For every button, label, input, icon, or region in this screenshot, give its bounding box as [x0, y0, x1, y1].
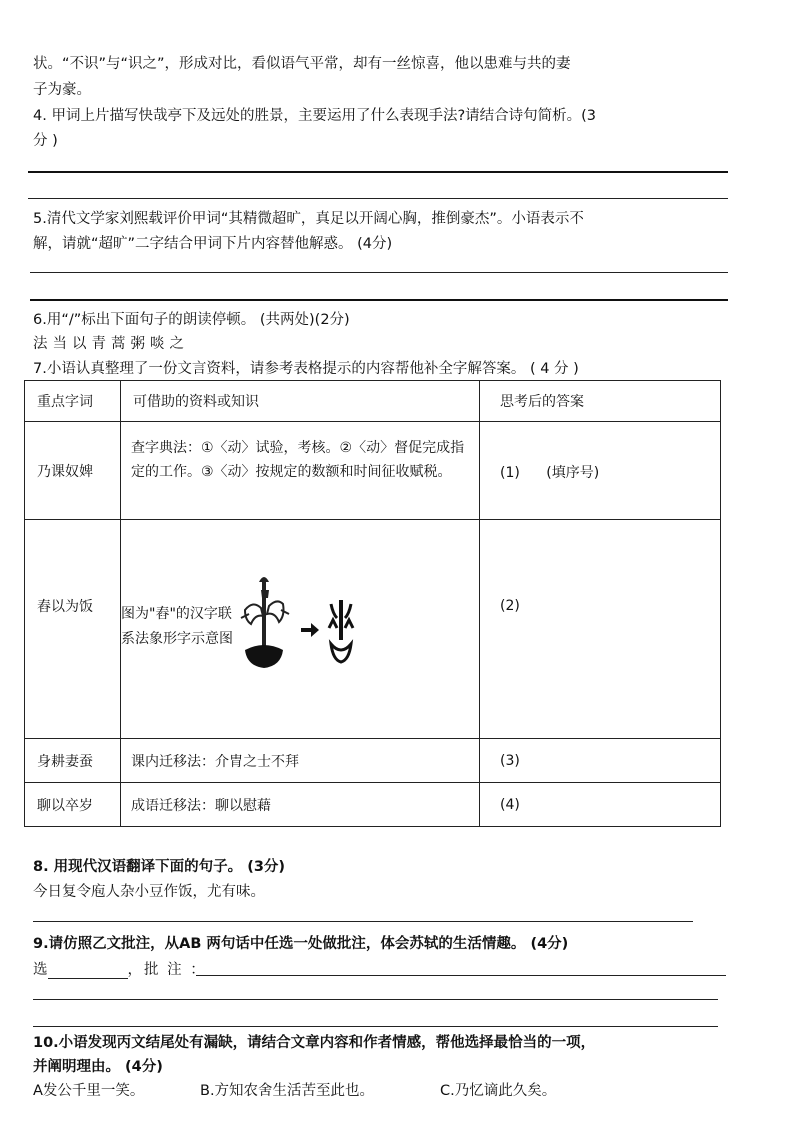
answer-line[interactable]	[196, 975, 726, 976]
question-4-line-2: 分 )	[33, 133, 58, 149]
table-row	[25, 783, 721, 827]
answer-cell[interactable]	[480, 739, 721, 783]
question-6-sentence[interactable]: 法当以青蒿粥啖之	[33, 336, 189, 352]
answer-number: (2)	[500, 598, 520, 614]
answer-line[interactable]	[33, 921, 693, 922]
answer-line[interactable]	[28, 198, 728, 199]
hint-cell: 查字典法：①〈动〉试验，考核。②〈动〉督促完成指定的工作。③〈动〉按规定的数额和时间征收赋税。	[121, 422, 480, 520]
intro-line-2: 子为豪。	[33, 82, 91, 98]
key-word-cell: 身耕妻蚕	[25, 739, 121, 783]
answer-number: (4)	[500, 796, 520, 813]
question-10-line-2: 并阐明理由。 (4分)	[33, 1059, 163, 1075]
answer-note: (填序号)	[546, 465, 600, 481]
key-word-cell: 聊以卒岁	[25, 783, 121, 827]
hint-cell: 成语迁移法：聊以慰藉	[121, 783, 480, 827]
option-b[interactable]: B.方知农舍生活苦至此也。	[200, 1083, 375, 1099]
question-4-line-1: 4. 甲词上片描写快哉亭下及远处的胜景，主要运用了什么表现手法?请结合诗句简析。(3	[33, 108, 597, 124]
question-8-sentence: 今日复令庖人杂小豆作饭，尤有味。	[33, 884, 265, 900]
select-blank[interactable]	[48, 962, 128, 979]
key-word-cell: 舂以为饭	[25, 520, 121, 739]
question-9-answer-row	[33, 958, 207, 979]
key-word-cell: 乃课奴婢	[25, 422, 121, 520]
answer-line[interactable]	[33, 999, 718, 1000]
pestle-mortar-illustration	[233, 570, 363, 670]
question-6-prompt: 6.用“/”标出下面句子的朗读停顿。 (共两处)(2分)	[33, 312, 350, 328]
hint-cell: 课内迁移法：介胄之士不拜	[121, 739, 480, 783]
table-header-cell: 思考后的答案	[480, 381, 721, 422]
hint-text: 图为"舂"的汉字联系法象形字示意图	[121, 606, 233, 647]
answer-number: (3)	[500, 752, 520, 769]
question-7-prompt: 7.小语认真整理了一份文言资料，请参考表格提示的内容帮他补全字解答案。 ( 4 分 )	[33, 361, 579, 377]
intro-line-1: 状。“不识”与“识之”，形成对比，看似语气平常，却有一丝惊喜，他以患难与共的妻	[33, 56, 571, 72]
table-header-cell: 可借助的资料或知识	[121, 381, 480, 422]
table-row	[25, 422, 721, 520]
table-header-cell: 重点字词	[25, 381, 121, 422]
answer-line[interactable]	[30, 299, 728, 301]
question-5-line-1: 5.清代文学家刘熙载评价甲词“其精微超旷，真足以开阔心胸，推倒豪杰”。小语表示不	[33, 211, 584, 227]
option-c[interactable]: C.乃忆谪此久矣。	[440, 1083, 557, 1099]
answer-line[interactable]	[30, 272, 728, 273]
hint-cell	[121, 520, 480, 739]
table-header-row	[25, 381, 721, 422]
answer-cell[interactable]	[480, 783, 721, 827]
answer-line[interactable]	[33, 1026, 718, 1027]
answer-number: (1)	[500, 465, 520, 481]
question-5-line-2: 解，请就“超旷”二字结合甲词下片内容替他解惑。 (4分)	[33, 236, 393, 252]
annotation-label: ，批 注 ：	[127, 962, 207, 978]
character-table	[24, 380, 721, 827]
question-9-prompt: 9.请仿照乙文批注，从AB 两句话中任选一处做批注，体会苏轼的生活情趣。 (4分)	[33, 936, 569, 952]
answer-line[interactable]	[28, 171, 728, 173]
answer-cell[interactable]	[480, 422, 721, 520]
table-row	[25, 520, 721, 739]
question-10-line-1: 10.小语发现丙文结尾处有漏缺，请结合文章内容和作者情感，帮他选择最恰当的一项，	[33, 1035, 596, 1051]
table-row	[25, 739, 721, 783]
question-8-prompt: 8. 用现代汉语翻译下面的句子。 (3分)	[33, 859, 286, 875]
answer-cell[interactable]	[480, 520, 721, 739]
select-label: 选	[33, 962, 48, 978]
option-a[interactable]: A发公千里一笑。	[33, 1083, 145, 1099]
